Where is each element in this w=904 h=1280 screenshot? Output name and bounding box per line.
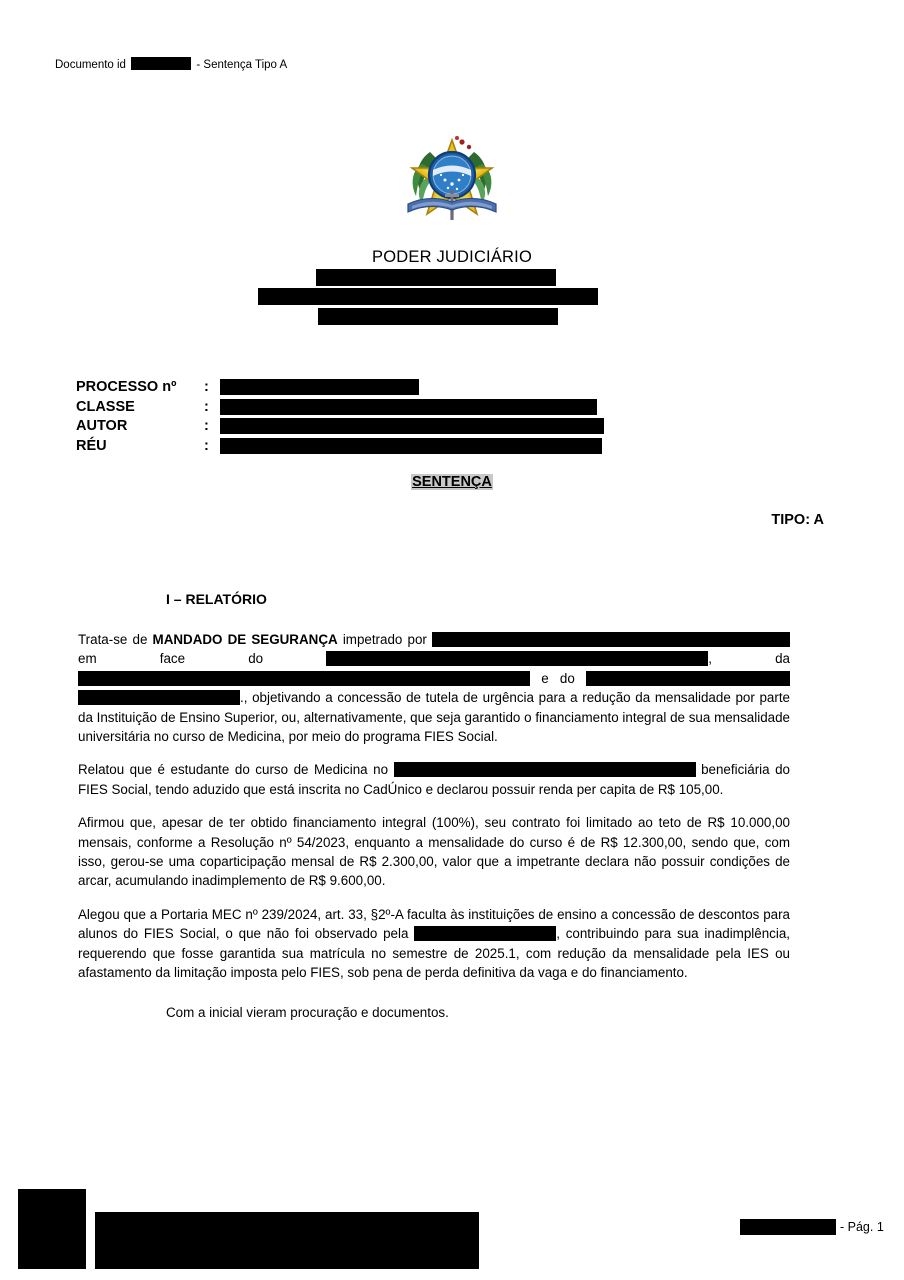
p1-text-f: ., objetivando a concessão de tutela de urgência para a redução da mensalidade por parte da Instituição de Ensino Superior, ou, alternativamente, que seja garantido o financiamento integral de sua mensalidade universitária no curso de Medicina, por meio do programa FIES Social.	[78, 690, 790, 745]
field-label-processo: PROCESSO nº	[76, 379, 177, 395]
redaction-autoridade-2	[78, 671, 530, 686]
p2-text-b: beneficiária do FIES Social, tendo aduzido que está inscrita no CadÚnico e declarou possuir renda per capita de R$ 105,00.	[78, 762, 791, 797]
redaction-autoridade-4	[78, 690, 240, 705]
field-value-autor	[220, 417, 604, 437]
field-colon-autor: :	[204, 418, 209, 434]
p2-text-a: Relatou que é estudante do curso de Medicina no	[78, 762, 394, 778]
section-title-relatorio: I – RELATÓRIO	[166, 591, 267, 607]
redaction-document-id	[131, 57, 191, 70]
redaction-classe	[220, 399, 597, 415]
field-colon-processo: :	[204, 379, 209, 395]
court-title: PODER JUDICIÁRIO	[372, 248, 532, 266]
p1-text-e: e do	[530, 670, 586, 686]
case-fields	[76, 378, 604, 456]
redaction-footer-left	[18, 1189, 86, 1269]
field-row-autor	[76, 417, 604, 437]
emblem-container	[0, 128, 904, 237]
redaction-aluna	[624, 762, 696, 777]
redaction-court-line-1	[316, 269, 556, 286]
redaction-impetrante-1	[432, 632, 584, 647]
field-label-classe: CLASSE	[76, 398, 135, 415]
tipo-label: TIPO: A	[771, 512, 824, 528]
sentenca-heading: SENTENÇA	[412, 474, 492, 490]
footer-page-label: - Pág. 1	[840, 1220, 884, 1234]
paragraph-3: Afirmou que, apesar de ter obtido financiamento integral (100%), seu contrato foi limitado ao teto de R$ 10.000,00 mensais, conforme a Resolução nº 54/2023, enquanto a mensalidade do curso é de R$ 12.300,00, sendo que, com isso, gerou-se uma coparticipação mensal de R$ 2.300,00, valor que a impetrante declara não possuir condições de arcar, acumulando inadimplemento de R$ 9.600,00.	[78, 815, 790, 889]
field-label-autor: AUTOR	[76, 418, 128, 434]
paragraph-4	[78, 905, 790, 983]
redaction-reu	[220, 438, 602, 454]
redaction-footer-signature	[95, 1212, 479, 1269]
p1-text-d: , da	[708, 651, 790, 667]
p1-text-c: em face do	[78, 651, 327, 667]
redaction-autoridade-3	[586, 671, 790, 686]
field-value-reu	[220, 437, 602, 457]
redaction-autoridade-1	[326, 651, 708, 666]
redaction-instituicao	[394, 762, 624, 777]
redaction-processo	[220, 379, 419, 395]
field-value-processo	[220, 378, 419, 398]
p1-bold-mandado: MANDADO DE SEGURANÇA	[152, 632, 338, 647]
p4-text-a: Alegou que a Portaria MEC nº 239/2024, art. 33, §2º-A faculta às instituições de ensino a concessão de descontos para alunos do FIES Social, o que não foi observado pela	[78, 906, 790, 942]
p1-text-a: Trata-se de	[78, 632, 153, 647]
redaction-autor	[220, 418, 604, 434]
document-id-suffix: - Sentença Tipo A	[196, 59, 288, 71]
field-label-reu: RÉU	[76, 437, 107, 454]
redaction-impetrante-2	[584, 632, 790, 647]
redaction-ies	[414, 926, 556, 941]
document-id-prefix: Documento id	[55, 59, 126, 71]
document-id-line	[55, 58, 287, 72]
p4-text-b: , contribuindo para sua inadimplência, requerendo que fosse garantida sua matrícula no semestre de 2025.1, com redução da mensalidade pela IES ou afastamento da limitação imposta pelo FIES, sob pena de perda definitiva da vaga e do financiamento.	[78, 926, 790, 981]
field-row-classe	[76, 398, 604, 418]
field-row-processo	[76, 378, 604, 398]
body-text	[78, 630, 790, 1036]
paragraph-5: Com a inicial vieram procuração e documentos.	[166, 1004, 449, 1020]
sentenca-heading-container	[0, 473, 904, 491]
paragraph-1	[78, 630, 790, 746]
field-value-classe	[220, 398, 597, 418]
redaction-court-line-2	[258, 288, 598, 305]
field-colon-classe: :	[204, 398, 209, 415]
paragraph-2	[78, 760, 790, 799]
redaction-court-line-3	[318, 308, 558, 325]
p1-text-b: impetrado por	[337, 632, 433, 647]
brazil-coat-of-arms-icon	[400, 128, 504, 232]
redaction-footer-page-id	[740, 1219, 836, 1235]
field-row-reu	[76, 437, 604, 457]
field-colon-reu: :	[204, 437, 209, 454]
